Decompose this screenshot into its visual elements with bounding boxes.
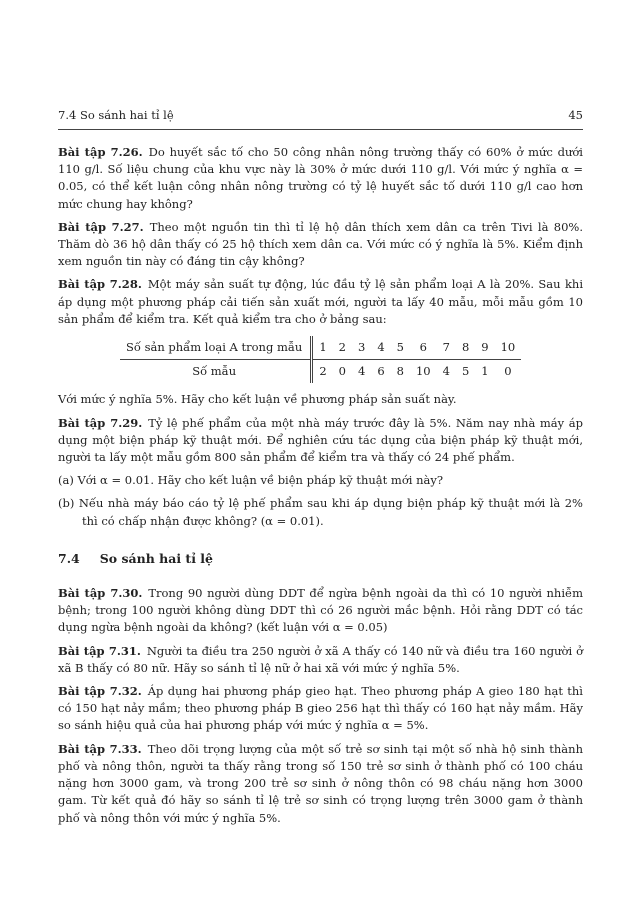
exercise-title: Bài tập 7.32. [58, 684, 142, 699]
exercise-7-27 [58, 219, 583, 271]
running-header [58, 108, 583, 122]
exercise-title: Bài tập 7.31. [58, 643, 141, 658]
table-cell: 2 [319, 364, 327, 379]
table-cell: 2 [333, 336, 352, 360]
exercise-title: Bài tập 7.30. [58, 586, 143, 601]
exercise-text: Tỷ lệ phế phẩm của một nhà máy trước đây là 5%. Năm nay nhà máy áp dụng một biện pháp kỹ thuật mới. Để nghiên cứu tác dụng của biện pháp kỹ thuật mới, người ta lấy một mẫu gồm 800 sản phẩm để kiểm tra và thấy có 24 phế phẩm. [58, 415, 583, 465]
table-cell: 0 [338, 364, 346, 379]
header-section-title: 7.4 So sánh hai tỉ lệ [58, 108, 174, 122]
header-rule [58, 129, 583, 130]
table-cell: 6 [410, 336, 437, 360]
exercise-7-28-conclusion: Với mức ý nghĩa 5%. Hãy cho kết luận về phương pháp sản suất này. [58, 392, 457, 407]
exercise-7-29 [58, 415, 583, 467]
exercise-text: Áp dụng hai phương pháp gieo hạt. Theo phương pháp A gieo 180 hạt thì có 150 hạt nảy mầm; theo phương pháp B gieo 256 hạt thì thấy có 160 hạt nảy mầm. Hãy so sánh hiệu quả của hai phương pháp với mức ý nghĩa α = 5%. [58, 684, 583, 733]
table-cell: 9 [475, 336, 494, 360]
exercise-text: Trong 90 người dùng DDT để ngừa bệnh ngoài da thì có 10 người nhiễm bệnh; trong 100 người không dùng DDT thì có 26 người mắc bệnh. Hỏi rằng DDT có tác dụng ngừa bệnh ngoài da không? (kết luận với α = 0.05) [58, 586, 583, 635]
section-number: 7.4 [58, 550, 80, 566]
table-row [120, 360, 521, 384]
exercise-text: Một máy sản suất tự động, lúc đầu tỷ lệ sản phẩm loại A là 20%. Sau khi áp dụng một phương pháp cải tiến sản xuất mới, người ta lấy 40 mẫu, mỗi mẫu gồm 10 sản phẩm để kiểm tra. Kết quả kiểm tra cho ở bảng sau: [58, 277, 583, 326]
exercise-7-28 [58, 276, 583, 328]
table-cell: 4 [358, 364, 366, 379]
table-cell: 3 [352, 336, 371, 360]
exercise-7-29-part-a: (a) Với α = 0.01. Hãy cho kết luận về biện pháp kỹ thuật mới này? [58, 473, 444, 488]
sample-table [120, 336, 521, 383]
table-cell: 8 [456, 336, 475, 360]
exercise-title: Bài tập 7.27. [58, 219, 144, 234]
page-body [58, 144, 583, 833]
table-cell: 4 [442, 364, 450, 379]
table-row [120, 336, 521, 360]
page-number: 45 [568, 108, 583, 122]
exercise-text: Theo dõi trọng lượng của một số trẻ sơ sinh tại một số nhà hộ sinh thành phố và nông thôn, người ta thấy rằng trong số 150 trẻ sơ sinh ở thành phố có 100 cháu nặng hơn 3000 gam, và trong 200 trẻ sơ sinh ở nông thôn có 98 cháu nặng hơn 3000 gam. Từ kết quả đó hãy so sánh tỉ lệ trẻ sơ sinh có trọng lượng trên 3000 gam ở thành phố và nông thôn với mức ý nghĩa 5%. [58, 741, 583, 825]
row-label: Số sản phẩm loại A trong mẫu [120, 336, 312, 360]
exercise-title: Bài tập 7.28. [58, 277, 142, 292]
exercise-text: Do huyết sắc tố cho 50 công nhân nông trường thấy có 60% ở mức dưới 110 g/l. Số liệu chung của khu vực này là 30% ở mức dưới 110 g/l. Với mức ý nghĩa α = 0.05, có thể kết luận công nhân nông trường có tỷ lệ huyết sắc tố dưới 110 g/l cao hơn mức chung hay không? [58, 145, 583, 211]
section-heading [58, 550, 583, 567]
exercise-7-30 [58, 585, 583, 637]
exercise-title: Bài tập 7.33. [58, 741, 142, 756]
table-cell: 10 [495, 336, 522, 360]
exercise-text: Theo một nguồn tin thì tỉ lệ hộ dân thích xem dân ca trên Tivi là 80%. Thăm dò 36 hộ dân thấy có 25 hộ thích xem dân ca. Với mức có ý nghĩa là 5%. Kiểm định xem nguồn tin này có đáng tin cậy không? [58, 219, 583, 269]
table-cell: 5 [461, 364, 470, 379]
exercise-7-32 [58, 683, 583, 735]
exercise-7-29-part-b: (b) Nếu nhà máy báo cáo tỷ lệ phế phẩm sau khi áp dụng biện pháp kỹ thuật mới là 2% thì có chấp nhận được không? (α = 0.01). [58, 496, 583, 528]
exercise-title: Bài tập 7.29. [58, 415, 143, 430]
table-cell: 1 [313, 336, 332, 360]
exercise-7-31 [58, 643, 583, 677]
table-cell: 0 [504, 364, 512, 379]
table-cell: 4 [371, 336, 390, 360]
table-cell: 1 [481, 364, 489, 379]
exercise-7-33 [58, 741, 583, 827]
table-cell: 7 [437, 336, 456, 360]
table-cell: 8 [396, 364, 404, 379]
table-cell: 5 [391, 336, 410, 360]
section-title: So sánh hai tỉ lệ [99, 550, 213, 566]
table-cell: 10 [415, 364, 431, 379]
table-cell: 6 [377, 364, 385, 379]
exercise-title: Bài tập 7.26. [58, 145, 143, 159]
exercise-text: Người ta điều tra 250 người ở xã A thấy có 140 nữ và điều tra 160 người ở xã B thấy có 80 nữ. Hãy so sánh tỉ lệ nữ ở hai xã với mức ý nghĩa 5%. [58, 643, 583, 675]
row-label: Số mẫu [192, 364, 237, 379]
exercise-7-26 [58, 144, 583, 213]
